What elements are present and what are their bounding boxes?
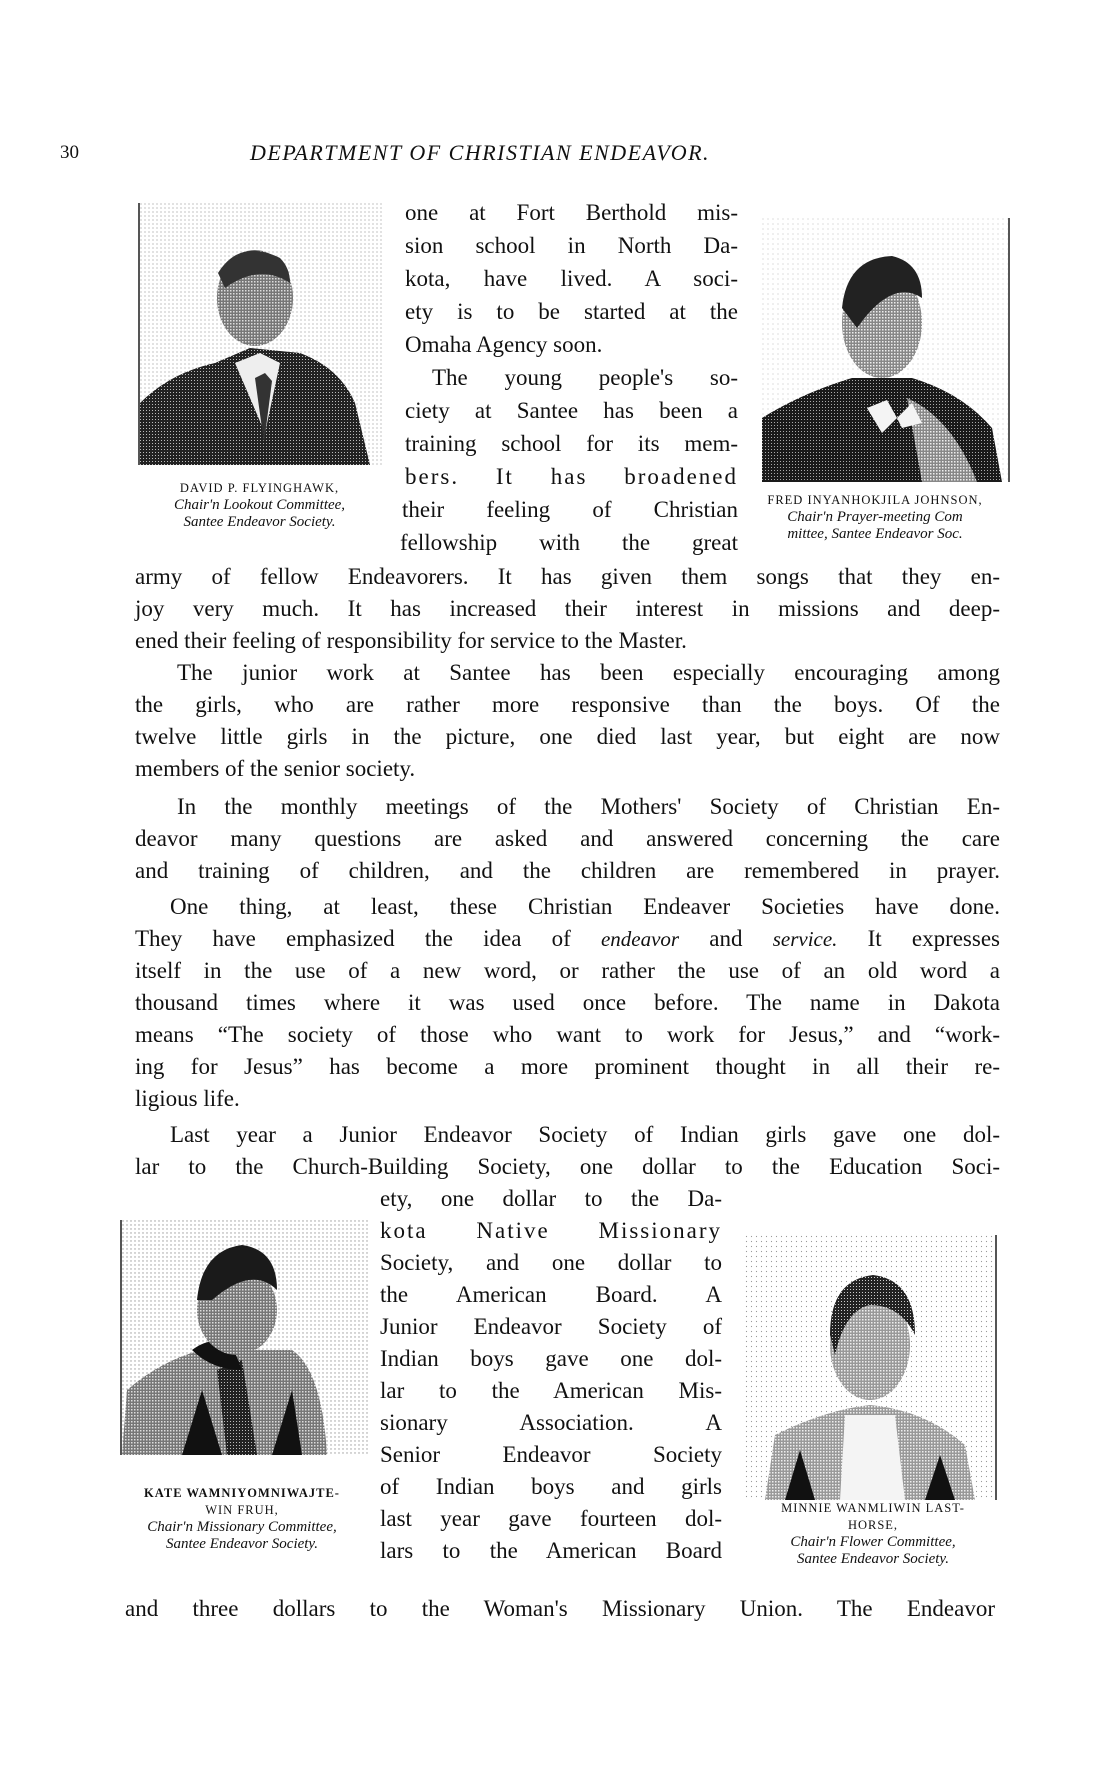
- text-line: ened their feeling of responsibility for service to the Master.: [135, 628, 687, 653]
- emphasis-service: service.: [772, 927, 838, 951]
- text-line: sion school in North Da-: [405, 233, 738, 258]
- text-line: The junior work at Santee has been especially encouraging among: [177, 660, 1000, 685]
- text-line: means “The society of those who want to work for Jesus,” and “work-: [135, 1022, 1000, 1047]
- text-line: members of the senior society.: [135, 756, 416, 781]
- text-line: and three dollars to the Woman's Missionary Union. The Endeavor: [125, 1596, 995, 1621]
- caption-fruh: [82, 1485, 402, 1553]
- text-line: ing for Jesus” has become a more prominent thought in all their re-: [135, 1054, 1000, 1079]
- caption-johnson: [725, 492, 1025, 543]
- text-line: their feeling of Christian: [402, 497, 738, 522]
- running-title: DEPARTMENT OF CHRISTIAN ENDEAVOR.: [250, 140, 711, 165]
- portrait-role: Chair'n Lookout Committee,: [173, 497, 346, 513]
- portrait-role: Chair'n Flower Committee,: [790, 1534, 956, 1550]
- text-fragment: They have emphasized the idea of: [135, 926, 601, 951]
- text-line: In the monthly meetings of the Mothers' Society of Christian En-: [177, 794, 1000, 819]
- portrait-flyinghawk: [138, 203, 382, 465]
- portrait-role: Santee Endeavor Society.: [796, 1551, 950, 1567]
- portrait-role: Chair'n Missionary Committee,: [147, 1519, 337, 1535]
- text-line: Senior Endeavor Society: [380, 1442, 722, 1467]
- text-line: Society, and one dollar to: [380, 1250, 722, 1275]
- text-line: the girls, who are rather more responsive than the boys. Of the: [135, 692, 1000, 717]
- text-line: last year gave fourteen dol-: [380, 1506, 722, 1531]
- text-line: kota Native Missionary: [380, 1218, 722, 1243]
- text-line: twelve little girls in the picture, one died last year, but eight are now: [135, 724, 1000, 749]
- portrait-name: DAVID P. FLYINGHAWK,: [179, 481, 340, 495]
- caption-lasthorse: [728, 1500, 1018, 1568]
- text-line: of Indian boys and girls: [380, 1474, 722, 1499]
- portrait-role: Chair'n Prayer-meeting Com: [787, 509, 963, 525]
- text-line: lar to the Church-Building Society, one dollar to the Education Soci-: [135, 1154, 1000, 1179]
- text-line: sionary Association. A: [380, 1410, 722, 1435]
- text-line: the American Board. A: [380, 1282, 722, 1307]
- text-fragment: and: [679, 926, 773, 951]
- text-line: thousand times where it was used once before. The name in Dakota: [135, 990, 1000, 1015]
- text-line: army of fellow Endeavorers. It has given them songs that they en-: [135, 564, 1000, 589]
- text-line: lar to the American Mis-: [380, 1378, 722, 1403]
- portrait-photo-young-woman-icon: [122, 1220, 369, 1455]
- emphasis-endeavor: endeavor: [600, 927, 680, 951]
- page-number: 30: [60, 142, 79, 163]
- text-line: Omaha Agency soon.: [405, 332, 603, 357]
- portrait-name: FRED INYANHOKJILA JOHNSON,: [767, 493, 983, 507]
- text-line: ciety at Santee has been a: [405, 398, 738, 423]
- portrait-name: WIN FRUH,: [205, 1503, 279, 1517]
- portrait-role: mittee, Santee Endeavor Soc.: [787, 526, 963, 542]
- text-line: one at Fort Berthold mis-: [405, 200, 738, 225]
- text-line: fellowship with the great: [400, 530, 738, 555]
- text-line: and training of children, and the children are remembered in prayer.: [135, 858, 1000, 883]
- text-line: Last year a Junior Endeavor Society of Indian girls gave one dol-: [170, 1122, 1000, 1147]
- portrait-name: MINNIE WANMLIWIN LAST-: [781, 1501, 965, 1515]
- text-line: kota, have lived. A soci-: [405, 266, 738, 291]
- caption-flyinghawk: [122, 480, 397, 531]
- text-line: Indian boys gave one dol-: [380, 1346, 722, 1371]
- text-line: The young people's so-: [432, 365, 738, 390]
- portrait-fruh: [120, 1220, 369, 1455]
- portrait-name: KATE WAMNIYOMNIWAJTE-: [144, 1486, 340, 1500]
- text-line: lars to the American Board: [380, 1538, 722, 1563]
- portrait-johnson: [762, 218, 1010, 482]
- text-line: bers. It has broadened: [405, 464, 738, 489]
- portrait-photo-young-man-icon: [140, 203, 382, 465]
- text-line: ety is to be started at the: [405, 299, 738, 324]
- text-line: Junior Endeavor Society of: [380, 1314, 722, 1339]
- text-line: One thing, at least, these Christian Endeaver Societies have done.: [170, 894, 1000, 919]
- portrait-photo-woman-icon: [745, 1235, 995, 1500]
- text-line: deavor many questions are asked and answered concerning the care: [135, 826, 1000, 851]
- portrait-role: Santee Endeavor Society.: [183, 514, 336, 530]
- portrait-name: HORSE,: [847, 1518, 899, 1532]
- text-line: itself in the use of a new word, or rather the use of an old word a: [135, 958, 1000, 983]
- text-line: joy very much. It has increased their interest in missions and deep-: [135, 596, 1000, 621]
- text-line: ety, one dollar to the Da-: [380, 1186, 722, 1211]
- portrait-photo-man-bowtie-icon: [762, 218, 1008, 482]
- portrait-lasthorse: [745, 1235, 997, 1500]
- portrait-role: Santee Endeavor Society.: [165, 1536, 319, 1552]
- text-line-emphasis: [135, 922, 1000, 956]
- text-line: training school for its mem-: [405, 431, 738, 456]
- text-line: ligious life.: [135, 1086, 240, 1111]
- text-fragment: It expresses: [837, 926, 1000, 951]
